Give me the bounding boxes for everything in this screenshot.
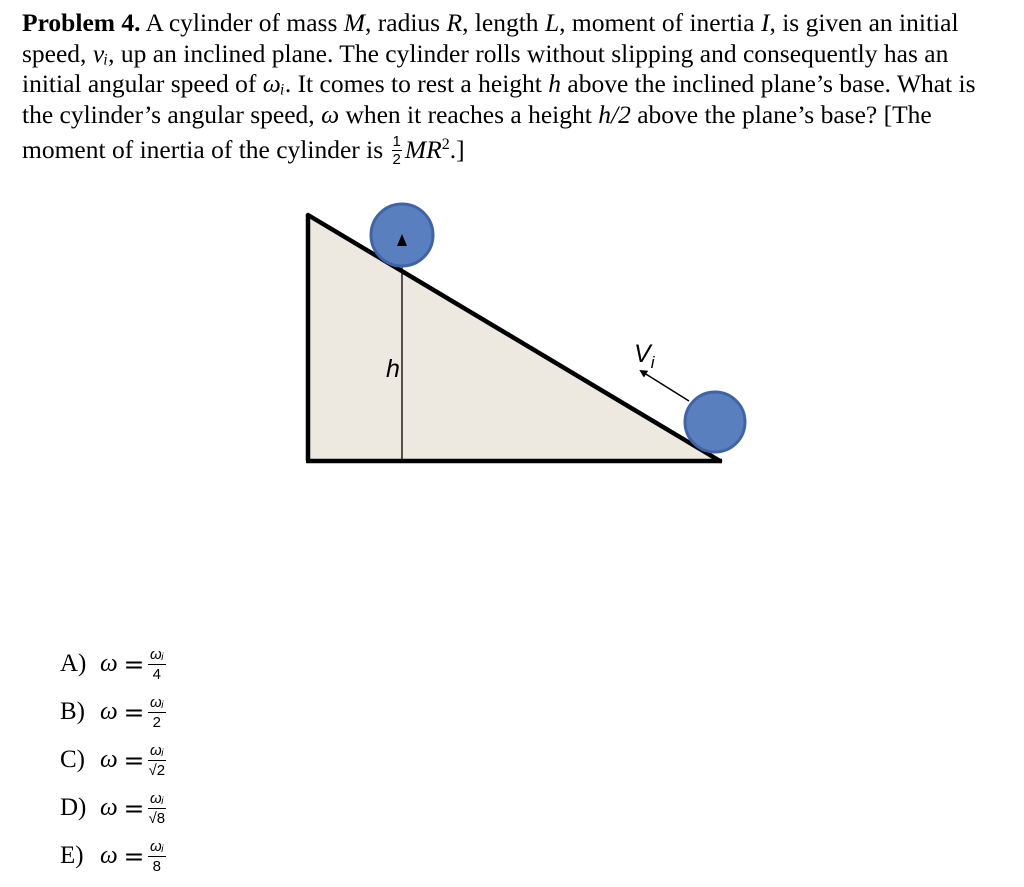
- cylinder-at-bottom: [685, 392, 745, 452]
- text-segment: above the inclined plane’s base. What is the cylinder’s angular speed,: [22, 69, 976, 129]
- velocity-letter: V: [634, 340, 651, 368]
- answer-lhs: ω: [100, 746, 118, 773]
- text-segment: when it reaches a height: [339, 99, 599, 129]
- text-segment: , radius: [365, 8, 447, 37]
- answer-a[interactable]: [60, 640, 166, 688]
- answer-letter: C): [60, 746, 85, 773]
- answer-choices: [60, 640, 166, 880]
- text-segment: , length: [462, 8, 545, 37]
- problem-label: Problem 4.: [22, 8, 141, 37]
- velocity-arrow: [641, 371, 689, 401]
- answer-numerator: ωᵢ: [150, 645, 164, 663]
- answer-denominator: 2: [152, 713, 161, 731]
- answer-letter: A): [60, 650, 87, 677]
- text-segment: , up an inclined plane. The cylinder rolls without slipping and consequently has an initial angular speed of: [22, 38, 949, 98]
- answer-denominator: 8: [152, 857, 161, 875]
- answer-letter: B): [60, 698, 85, 725]
- equals-sign: =: [123, 649, 145, 679]
- fraction-numerator: 1: [392, 132, 401, 150]
- velocity-subscript: i: [650, 353, 655, 372]
- equals-sign: =: [123, 841, 145, 871]
- exponent: 2: [441, 136, 450, 153]
- text-segment: . It comes to rest a height: [284, 69, 549, 98]
- equals-sign: =: [123, 697, 145, 727]
- text-segment: A cylinder of mass: [140, 8, 344, 37]
- var-height: h: [548, 69, 561, 98]
- velocity-label: [634, 340, 656, 372]
- answer-fraction: [148, 790, 166, 827]
- answer-e[interactable]: [60, 832, 166, 880]
- answer-numerator: ωᵢ: [150, 693, 164, 711]
- text-segment: above the plane’s base? [The moment of inertia of the cylinder is: [22, 99, 932, 164]
- equals-sign: =: [123, 793, 145, 823]
- answer-fraction: [148, 694, 166, 731]
- answer-fraction: [148, 646, 166, 683]
- text-segment: , moment of inertia: [559, 8, 761, 37]
- answer-lhs: ω: [100, 794, 118, 821]
- answer-lhs: ω: [100, 842, 118, 869]
- var-inertia: I: [760, 8, 770, 37]
- var-initial-speed: vᵢ: [92, 38, 109, 68]
- answer-letter: D): [60, 794, 87, 821]
- var-radius: R: [446, 8, 463, 37]
- var-angular-speed: ω: [321, 99, 340, 129]
- answer-numerator: ωᵢ: [150, 837, 164, 855]
- equals-sign: =: [123, 745, 145, 775]
- answer-b[interactable]: [60, 688, 166, 736]
- var-mr: MR: [404, 135, 442, 164]
- fraction-denominator: 2: [392, 150, 401, 168]
- text-segment: , is given an initial speed,: [22, 8, 959, 68]
- answer-denominator: 4: [152, 665, 161, 683]
- height-label: h: [386, 355, 400, 383]
- answer-numerator: ωᵢ: [150, 741, 164, 759]
- text-segment: .]: [449, 135, 465, 164]
- var-half-height: h/2: [598, 99, 631, 129]
- var-initial-angular-speed: ωᵢ: [262, 69, 285, 98]
- answer-lhs: ω: [100, 650, 118, 677]
- answer-denominator: √8: [148, 809, 166, 827]
- answer-c[interactable]: [60, 736, 166, 784]
- var-length: L: [544, 8, 560, 37]
- answer-letter: E): [60, 842, 84, 869]
- answer-d[interactable]: [60, 784, 166, 832]
- answer-lhs: ω: [100, 698, 118, 725]
- answer-denominator: √2: [148, 761, 166, 779]
- answer-fraction: [148, 838, 166, 875]
- answer-fraction: [148, 742, 166, 779]
- var-mass: M: [343, 8, 366, 37]
- answer-numerator: ωᵢ: [150, 789, 164, 807]
